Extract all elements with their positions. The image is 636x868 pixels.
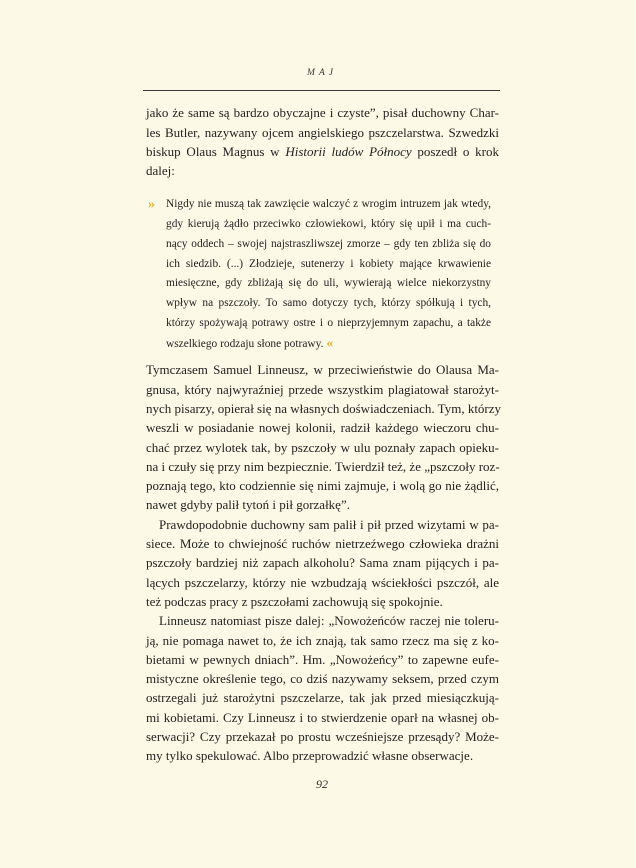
text-line: bietami w pewnych dniach”. Hm. „Nowożeńcy” to zapewne eufe- (146, 651, 499, 667)
text-line: ją, nie pomaga nawet to, że ich znają, tak samo rzecz ma się z ko- (146, 632, 499, 648)
text-line: Prawdopodobnie duchowny sam palił i pił przed wizytami w pa- (159, 516, 499, 532)
block-quote (166, 195, 491, 354)
text-line: les Butler, nazywany ojcem angielskiego pszczelarstwa. Szwedzki (146, 124, 499, 140)
paragraph-2 (146, 360, 502, 514)
text-line: też podczas pracy z pszczołami zachowują się spokojnie. (146, 593, 443, 609)
text-line: jako że same są bardzo obyczajne i czyste”, pisał duchowny Char- (146, 105, 499, 121)
text-line: weszli w posiadanie nowej kolonii, radził każdego wieczoru chu- (146, 420, 499, 436)
text-line: pszczoły bardziej niż zapach alkoholu? Sama znam pijących i pa- (146, 555, 499, 571)
text-line: chać przez wylotek tak, by pszczoły w ulu poznały zapach opieku- (146, 439, 499, 455)
text-line: mistyczne określenie tego, co dziś nazywamy seksem, przed czym (146, 671, 499, 687)
open-guillemet-icon: » (148, 197, 155, 212)
page-number: 92 (316, 777, 328, 791)
text-line: serwacji? Czy przekazał po prostu wcześniejsze przesądy? Może- (146, 728, 499, 744)
paragraph-4 (146, 611, 499, 765)
quote-line: ich siedzib. (...) Złodzieje, sutenerzy i kobiety mające krwawienie (166, 257, 491, 270)
text-segment: poszedł o krok (411, 143, 499, 159)
text-line: gnusa, który najwyraźniej przede wszystkim plagiatował starożyt- (146, 381, 499, 397)
paragraph-3 (146, 515, 499, 611)
text-line (146, 142, 499, 161)
paragraph-1 (146, 103, 499, 180)
text-line: siece. Może to chwiejność ruchów nietrzeźwego człowieka drażni (146, 536, 499, 552)
quote-line: nący oddech – swojej najstraszliwszej zmorze – gdy ten zbliża się do (166, 237, 491, 250)
text-line: lących pszczelarzy, którzy nie wzbudzają wściekłości pszczół, ale (146, 574, 499, 590)
text-line: Tymczasem Samuel Linneusz, w przeciwieństwie do Olausa Ma- (146, 362, 499, 378)
quote-text: wszelkiego rodzaju słone potrawy. (166, 338, 327, 351)
text-line: ostrzegali już starożytni pszczelarze, tak jak przed miesiączkują- (146, 690, 499, 706)
text-line: my tylko spekulować. Albo przeprowadzić własne obserwacje. (146, 748, 474, 764)
text-line: dalej: (146, 163, 175, 179)
text-line: nawet gdyby palił tytoń i pił gorzałkę”. (146, 497, 350, 513)
text-line: mi kobietami. Czy Linneusz i to stwierdzenie oparł na własnej ob- (146, 709, 499, 725)
text-line: nych pisarzy, opierał się na własnych doświadczeniach. Tym, którzy (146, 400, 502, 416)
running-head: MAJ (307, 68, 337, 78)
text-line: Linneusz natomiast pisze dalej: „Nowożeńców raczej nie toleru- (159, 613, 499, 629)
book-title: Historii ludów Północy (285, 143, 412, 159)
text-line: na i czuły się przy nim bezpiecznie. Twierdził też, że „pszczoły roz- (146, 458, 500, 474)
quote-line (166, 334, 491, 354)
quote-line: gdy kierują żądło przeciwko człowiekowi, który się upił i ma cuch- (166, 217, 491, 230)
text-segment: biskup Olaus Magnus w (146, 143, 286, 159)
header-rule (143, 90, 500, 91)
quote-line: Nigdy nie muszą tak zawzięcie walczyć z wrogim intruzem jak wtedy, (166, 198, 491, 210)
quote-line: miesięczne, gdy zbliżają się do uli, wywierają wielce niekorzystny (166, 277, 491, 290)
text-line: poznają tego, kto codziennie się nimi zajmuje, i wolą go nie żądlić, (146, 478, 499, 494)
body-text (146, 360, 502, 765)
quote-line: wpływ na pszczoły. To samo dotyczy tych, którzy spółkują i tych, (166, 297, 491, 310)
quote-line: którzy spożywają potrawy ostre i o nieprzyjemnym zapachu, a także (166, 317, 491, 330)
close-guillemet-icon: « (326, 336, 334, 352)
